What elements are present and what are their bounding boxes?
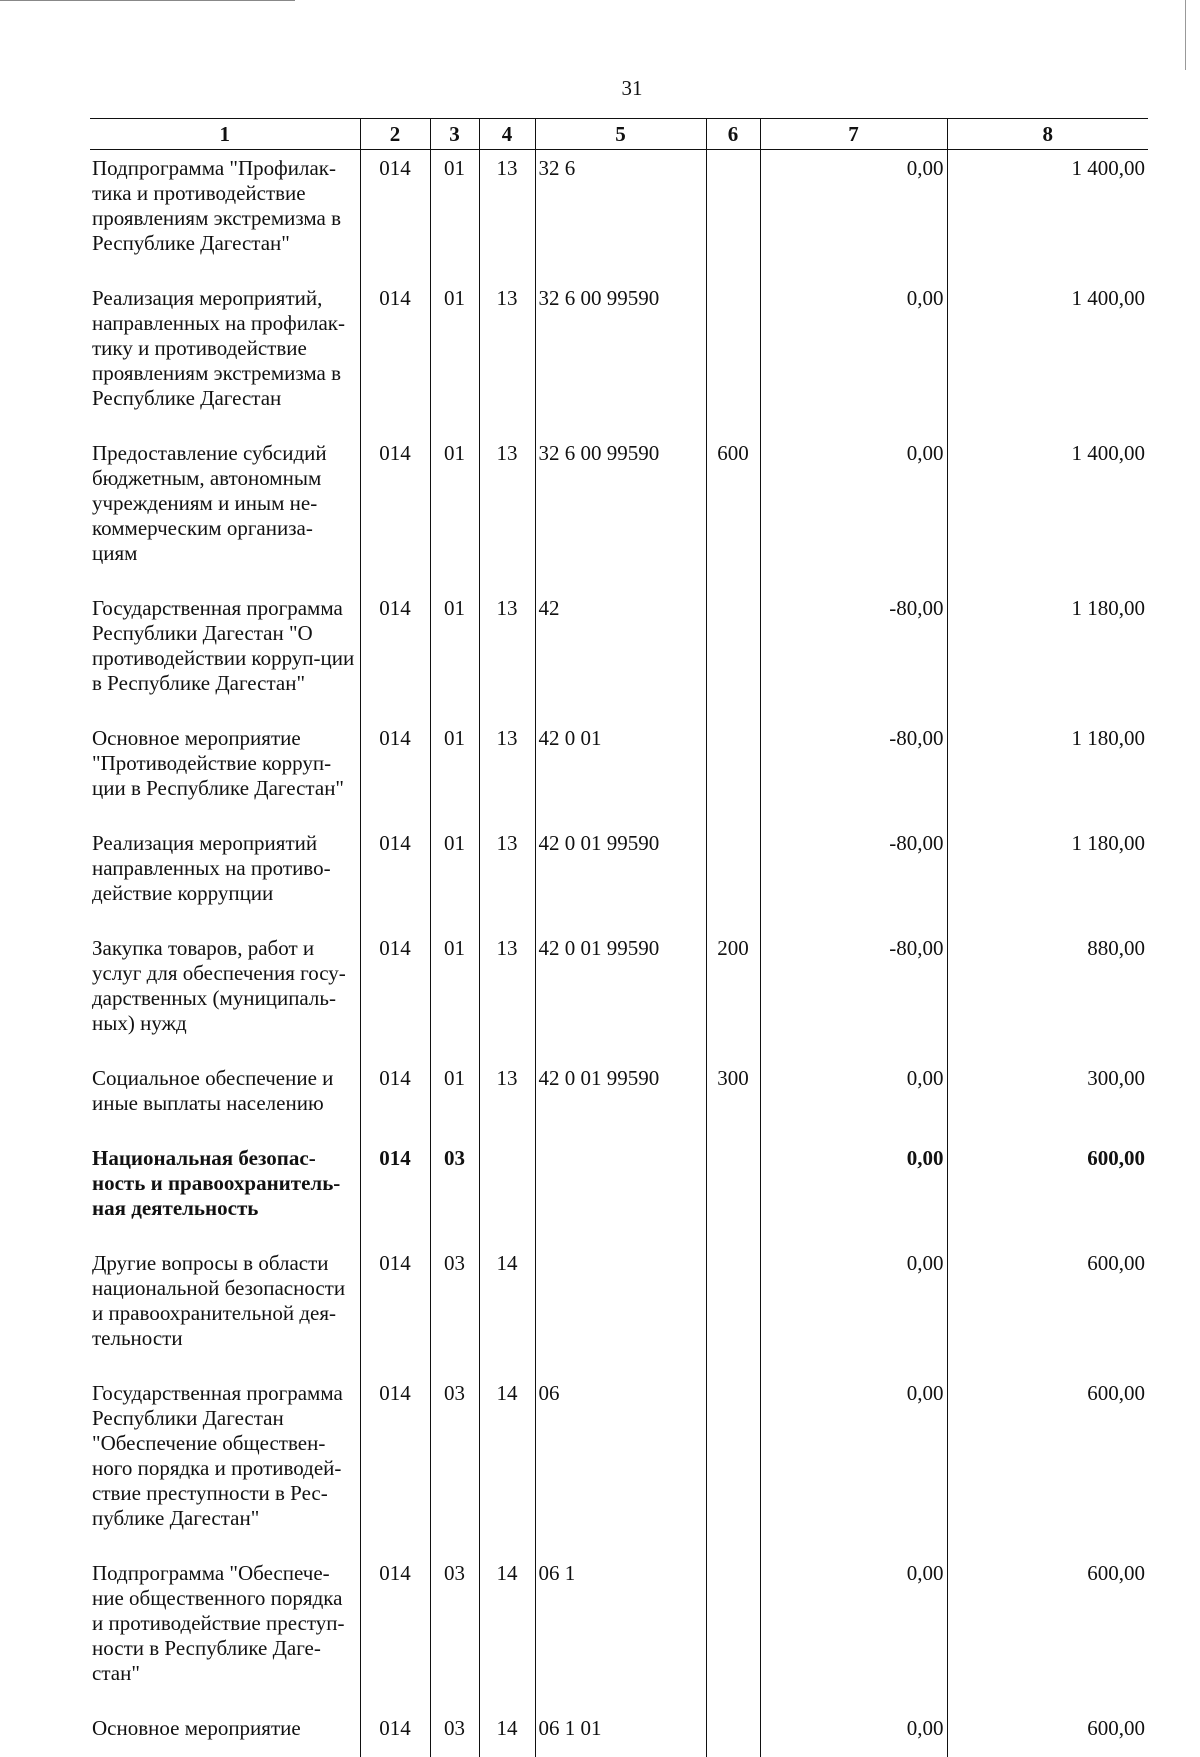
change-amount-cell: 0,00 [760,1710,947,1757]
row-name-cell: Государственная программа Республики Дагестан "Обеспечение обществен-ного порядка и противодей-ствие преступности в Рес-публике Дагестан" [90,1375,360,1555]
section-cell: 03 [430,1245,479,1375]
subsection-cell: 14 [479,1245,535,1375]
expense-type-cell [706,280,760,435]
target-article-cell: 42 [535,590,706,720]
expense-type-cell: 200 [706,930,760,1060]
change-amount-cell: 0,00 [760,1245,947,1375]
change-amount-cell: -80,00 [760,590,947,720]
subsection-cell [479,1140,535,1245]
column-header: 2 [360,119,430,150]
code-cell: 014 [360,590,430,720]
section-cell: 01 [430,825,479,930]
row-name-cell: Государственная программа Республики Дагестан "О противодействии корруп-ции в Республике Дагестан" [90,590,360,720]
code-cell: 014 [360,150,430,281]
change-amount-cell: -80,00 [760,930,947,1060]
section-cell: 03 [430,1375,479,1555]
row-name-cell: Социальное обеспечение и иные выплаты населению [90,1060,360,1140]
column-header: 4 [479,119,535,150]
table-row [90,930,1148,1060]
code-cell: 014 [360,1555,430,1710]
column-header: 5 [535,119,706,150]
target-article-cell: 42 0 01 [535,720,706,825]
row-name-cell: Предоставление субсидий бюджетным, автономным учреждениям и иным не-коммерческим организа-циям [90,435,360,590]
target-article-cell: 06 1 01 [535,1710,706,1757]
subsection-cell: 13 [479,590,535,720]
change-amount-cell: 0,00 [760,1140,947,1245]
scan-top-rule [0,0,295,1]
section-cell: 01 [430,720,479,825]
section-cell: 01 [430,435,479,590]
change-amount-cell: 0,00 [760,1060,947,1140]
target-article-cell: 42 0 01 99590 [535,825,706,930]
budget-table [90,118,1148,1757]
target-article-cell: 06 1 [535,1555,706,1710]
page-number: 31 [0,76,1200,101]
target-article-cell: 32 6 00 99590 [535,435,706,590]
expense-type-cell [706,1555,760,1710]
table-row [90,1060,1148,1140]
code-cell: 014 [360,720,430,825]
total-amount-cell: 1 400,00 [947,280,1148,435]
expense-type-cell [706,590,760,720]
row-name-cell: Другие вопросы в области национальной безопасности и правоохранительной дея-тельности [90,1245,360,1375]
expense-type-cell [706,720,760,825]
total-amount-cell: 300,00 [947,1060,1148,1140]
section-cell: 01 [430,1060,479,1140]
change-amount-cell: 0,00 [760,280,947,435]
target-article-cell: 42 0 01 99590 [535,930,706,1060]
row-name-cell: Закупка товаров, работ и услуг для обеспечения госу-дарственных (муниципаль-ных) нужд [90,930,360,1060]
column-header: 3 [430,119,479,150]
change-amount-cell: 0,00 [760,150,947,281]
expense-type-cell [706,150,760,281]
change-amount-cell: 0,00 [760,435,947,590]
table-row [90,1245,1148,1375]
subsection-cell: 13 [479,720,535,825]
table-row [90,825,1148,930]
column-header: 7 [760,119,947,150]
expense-type-cell: 300 [706,1060,760,1140]
table-row [90,150,1148,281]
change-amount-cell: 0,00 [760,1555,947,1710]
subsection-cell: 13 [479,1060,535,1140]
expense-type-cell [706,1140,760,1245]
expense-type-cell [706,1245,760,1375]
section-cell: 03 [430,1140,479,1245]
code-cell: 014 [360,1245,430,1375]
section-cell: 03 [430,1710,479,1757]
scan-right-edge [1185,0,1186,70]
row-name-cell: Подпрограмма "Профилак-тика и противодействие проявлениям экстремизма в Республике Дагестан" [90,150,360,281]
total-amount-cell: 600,00 [947,1555,1148,1710]
target-article-cell: 06 [535,1375,706,1555]
table-row [90,590,1148,720]
row-name-cell: Реализация мероприятий направленных на противо-действие коррупции [90,825,360,930]
table-row [90,280,1148,435]
target-article-cell: 42 0 01 99590 [535,1060,706,1140]
table-row [90,1140,1148,1245]
subsection-cell: 13 [479,280,535,435]
subsection-cell: 14 [479,1555,535,1710]
change-amount-cell: -80,00 [760,825,947,930]
expense-type-cell [706,1375,760,1555]
total-amount-cell: 600,00 [947,1375,1148,1555]
table-header-row [90,119,1148,150]
total-amount-cell: 880,00 [947,930,1148,1060]
subsection-cell: 13 [479,930,535,1060]
target-article-cell: 32 6 00 99590 [535,280,706,435]
change-amount-cell: -80,00 [760,720,947,825]
code-cell: 014 [360,435,430,590]
section-cell: 01 [430,930,479,1060]
total-amount-cell: 1 180,00 [947,590,1148,720]
column-header: 6 [706,119,760,150]
subsection-cell: 13 [479,150,535,281]
table-row [90,720,1148,825]
code-cell: 014 [360,1060,430,1140]
total-amount-cell: 600,00 [947,1710,1148,1757]
target-article-cell [535,1140,706,1245]
table-row [90,1710,1148,1757]
column-header: 8 [947,119,1148,150]
total-amount-cell: 1 180,00 [947,720,1148,825]
total-amount-cell: 600,00 [947,1245,1148,1375]
expense-type-cell [706,1710,760,1757]
subsection-cell: 13 [479,825,535,930]
table-row [90,435,1148,590]
table-row [90,1375,1148,1555]
section-cell: 01 [430,280,479,435]
total-amount-cell: 600,00 [947,1140,1148,1245]
subsection-cell: 13 [479,435,535,590]
change-amount-cell: 0,00 [760,1375,947,1555]
section-cell: 03 [430,1555,479,1710]
row-name-cell: Национальная безопас-ность и правоохранитель-ная деятельность [90,1140,360,1245]
subsection-cell: 14 [479,1375,535,1555]
row-name-cell: Основное мероприятие "Противодействие корруп-ции в Республике Дагестан" [90,720,360,825]
row-name-cell: Основное мероприятие [90,1710,360,1757]
row-name-cell: Подпрограмма "Обеспече-ние общественного порядка и противодействие преступ-ности в Республике Даге-стан" [90,1555,360,1710]
total-amount-cell: 1 400,00 [947,435,1148,590]
expense-type-cell: 600 [706,435,760,590]
expense-type-cell [706,825,760,930]
section-cell: 01 [430,150,479,281]
code-cell: 014 [360,1375,430,1555]
column-header: 1 [90,119,360,150]
section-cell: 01 [430,590,479,720]
row-name-cell: Реализация мероприятий, направленных на профилак-тику и противодействие проявлениям экстремизма в Республике Дагестан [90,280,360,435]
target-article-cell [535,1245,706,1375]
code-cell: 014 [360,825,430,930]
target-article-cell: 32 6 [535,150,706,281]
subsection-cell: 14 [479,1710,535,1757]
code-cell: 014 [360,1710,430,1757]
code-cell: 014 [360,280,430,435]
total-amount-cell: 1 400,00 [947,150,1148,281]
total-amount-cell: 1 180,00 [947,825,1148,930]
code-cell: 014 [360,930,430,1060]
table-row [90,1555,1148,1710]
table-body [90,150,1148,1757]
code-cell: 014 [360,1140,430,1245]
